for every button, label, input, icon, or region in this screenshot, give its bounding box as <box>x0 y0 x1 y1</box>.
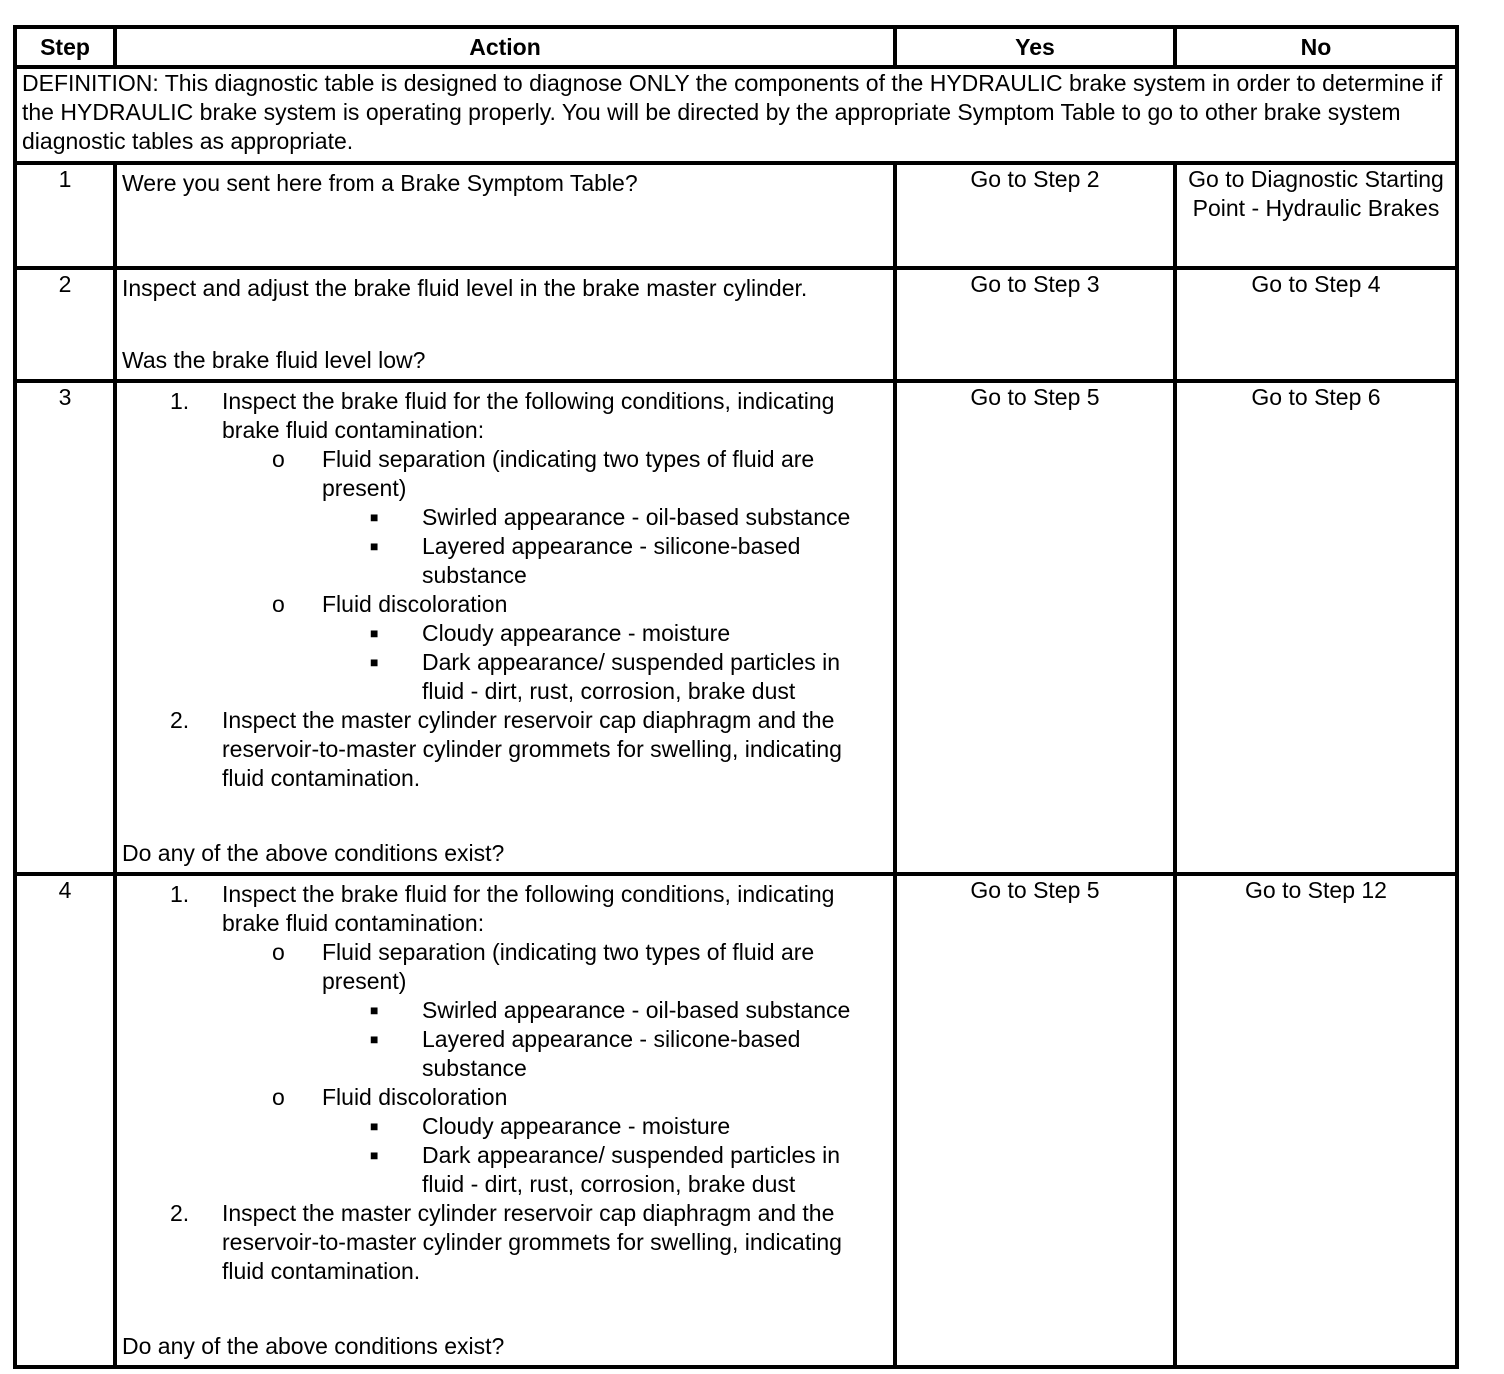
yes-cell: Go to Step 3 <box>895 268 1175 381</box>
no-cell: Go to Diagnostic Starting Point - Hydraulic Brakes <box>1175 163 1457 268</box>
definition-text: DEFINITION: This diagnostic table is designed to diagnose ONLY the components of the HYDRAULIC brake system in order to determine if the HYDRAULIC brake system is operating properly. You will be directed by the appropriate Symptom Table to go to other brake system diagnostic tables as appropriate. <box>15 67 1457 163</box>
instruction-list <box>122 880 888 1286</box>
list-item: 2. Inspect the master cylinder reservoir cap diaphragm and the reservoir-to-master cylinder grommets for swelling, indicating fluid contamination. <box>170 1200 842 1284</box>
no-cell: Go to Step 4 <box>1175 268 1457 381</box>
question-text: Were you sent here from a Brake Symptom Table? <box>122 170 638 196</box>
square-bullet-icon: ■ <box>370 1031 379 1047</box>
action-cell <box>115 874 895 1367</box>
circle-bullet-icon: o <box>272 591 285 617</box>
square-bullet-icon: ■ <box>370 625 379 641</box>
action-cell <box>115 268 895 381</box>
square-bullet-icon: ■ <box>370 538 379 554</box>
list-number: 1. <box>170 388 190 414</box>
question-text: Do any of the above conditions exist? <box>122 1333 505 1359</box>
action-cell <box>115 381 895 874</box>
question-text: Was the brake fluid level low? <box>122 347 426 373</box>
yes-cell: Go to Step 5 <box>895 874 1175 1367</box>
list-item: ■ Cloudy appearance - moisture <box>370 1113 731 1139</box>
question-text: Do any of the above conditions exist? <box>122 840 505 866</box>
list-number: 2. <box>170 1200 190 1226</box>
list-item: ■ Dark appearance/ suspended particles in fluid - dirt, rust, corrosion, brake dust <box>370 1142 841 1197</box>
header-action: Action <box>115 27 895 67</box>
no-cell: Go to Step 6 <box>1175 381 1457 874</box>
diagnostic-table <box>13 25 1459 1369</box>
definition-row <box>15 67 1457 163</box>
list-item: ■ Swirled appearance - oil-based substance <box>370 997 851 1023</box>
action-cell <box>115 163 895 268</box>
list-number: 1. <box>170 881 190 907</box>
circle-bullet-icon: o <box>272 1084 285 1110</box>
table-row <box>15 268 1457 381</box>
table-row <box>15 163 1457 268</box>
list-item: 1. Inspect the brake fluid for the following conditions, indicating brake fluid contamination: <box>170 881 835 936</box>
list-item: o Fluid discoloration <box>272 1084 508 1110</box>
list-item: o Fluid separation (indicating two types of fluid are present) <box>272 446 815 501</box>
list-item: 1. Inspect the brake fluid for the following conditions, indicating brake fluid contamination: <box>170 388 835 443</box>
list-item: ■ Dark appearance/ suspended particles in fluid - dirt, rust, corrosion, brake dust <box>370 649 841 704</box>
yes-cell: Go to Step 5 <box>895 381 1175 874</box>
step-number: 4 <box>15 874 115 1367</box>
step-number: 3 <box>15 381 115 874</box>
step-number: 2 <box>15 268 115 381</box>
table-row <box>15 381 1457 874</box>
header-row <box>15 27 1457 67</box>
square-bullet-icon: ■ <box>370 509 379 525</box>
square-bullet-icon: ■ <box>370 654 379 670</box>
list-item: ■ Swirled appearance - oil-based substance <box>370 504 851 530</box>
step-number: 1 <box>15 163 115 268</box>
list-number: 2. <box>170 707 190 733</box>
header-yes: Yes <box>895 27 1175 67</box>
list-item: 2. Inspect the master cylinder reservoir cap diaphragm and the reservoir-to-master cylinder grommets for swelling, indicating fluid contamination. <box>170 707 842 791</box>
square-bullet-icon: ■ <box>370 1147 379 1163</box>
no-cell: Go to Step 12 <box>1175 874 1457 1367</box>
circle-bullet-icon: o <box>272 446 285 472</box>
circle-bullet-icon: o <box>272 939 285 965</box>
list-item: o Fluid separation (indicating two types of fluid are present) <box>272 939 815 994</box>
instruction-text: Inspect and adjust the brake fluid level in the brake master cylinder. <box>122 275 808 301</box>
list-item: ■ Cloudy appearance - moisture <box>370 620 731 646</box>
list-item: ■ Layered appearance - silicone-based substance <box>370 533 801 588</box>
list-item: o Fluid discoloration <box>272 591 508 617</box>
list-item: ■ Layered appearance - silicone-based substance <box>370 1026 801 1081</box>
header-no: No <box>1175 27 1457 67</box>
square-bullet-icon: ■ <box>370 1118 379 1134</box>
table-row <box>15 874 1457 1367</box>
header-step: Step <box>15 27 115 67</box>
yes-cell: Go to Step 2 <box>895 163 1175 268</box>
square-bullet-icon: ■ <box>370 1002 379 1018</box>
instruction-list <box>122 387 888 793</box>
